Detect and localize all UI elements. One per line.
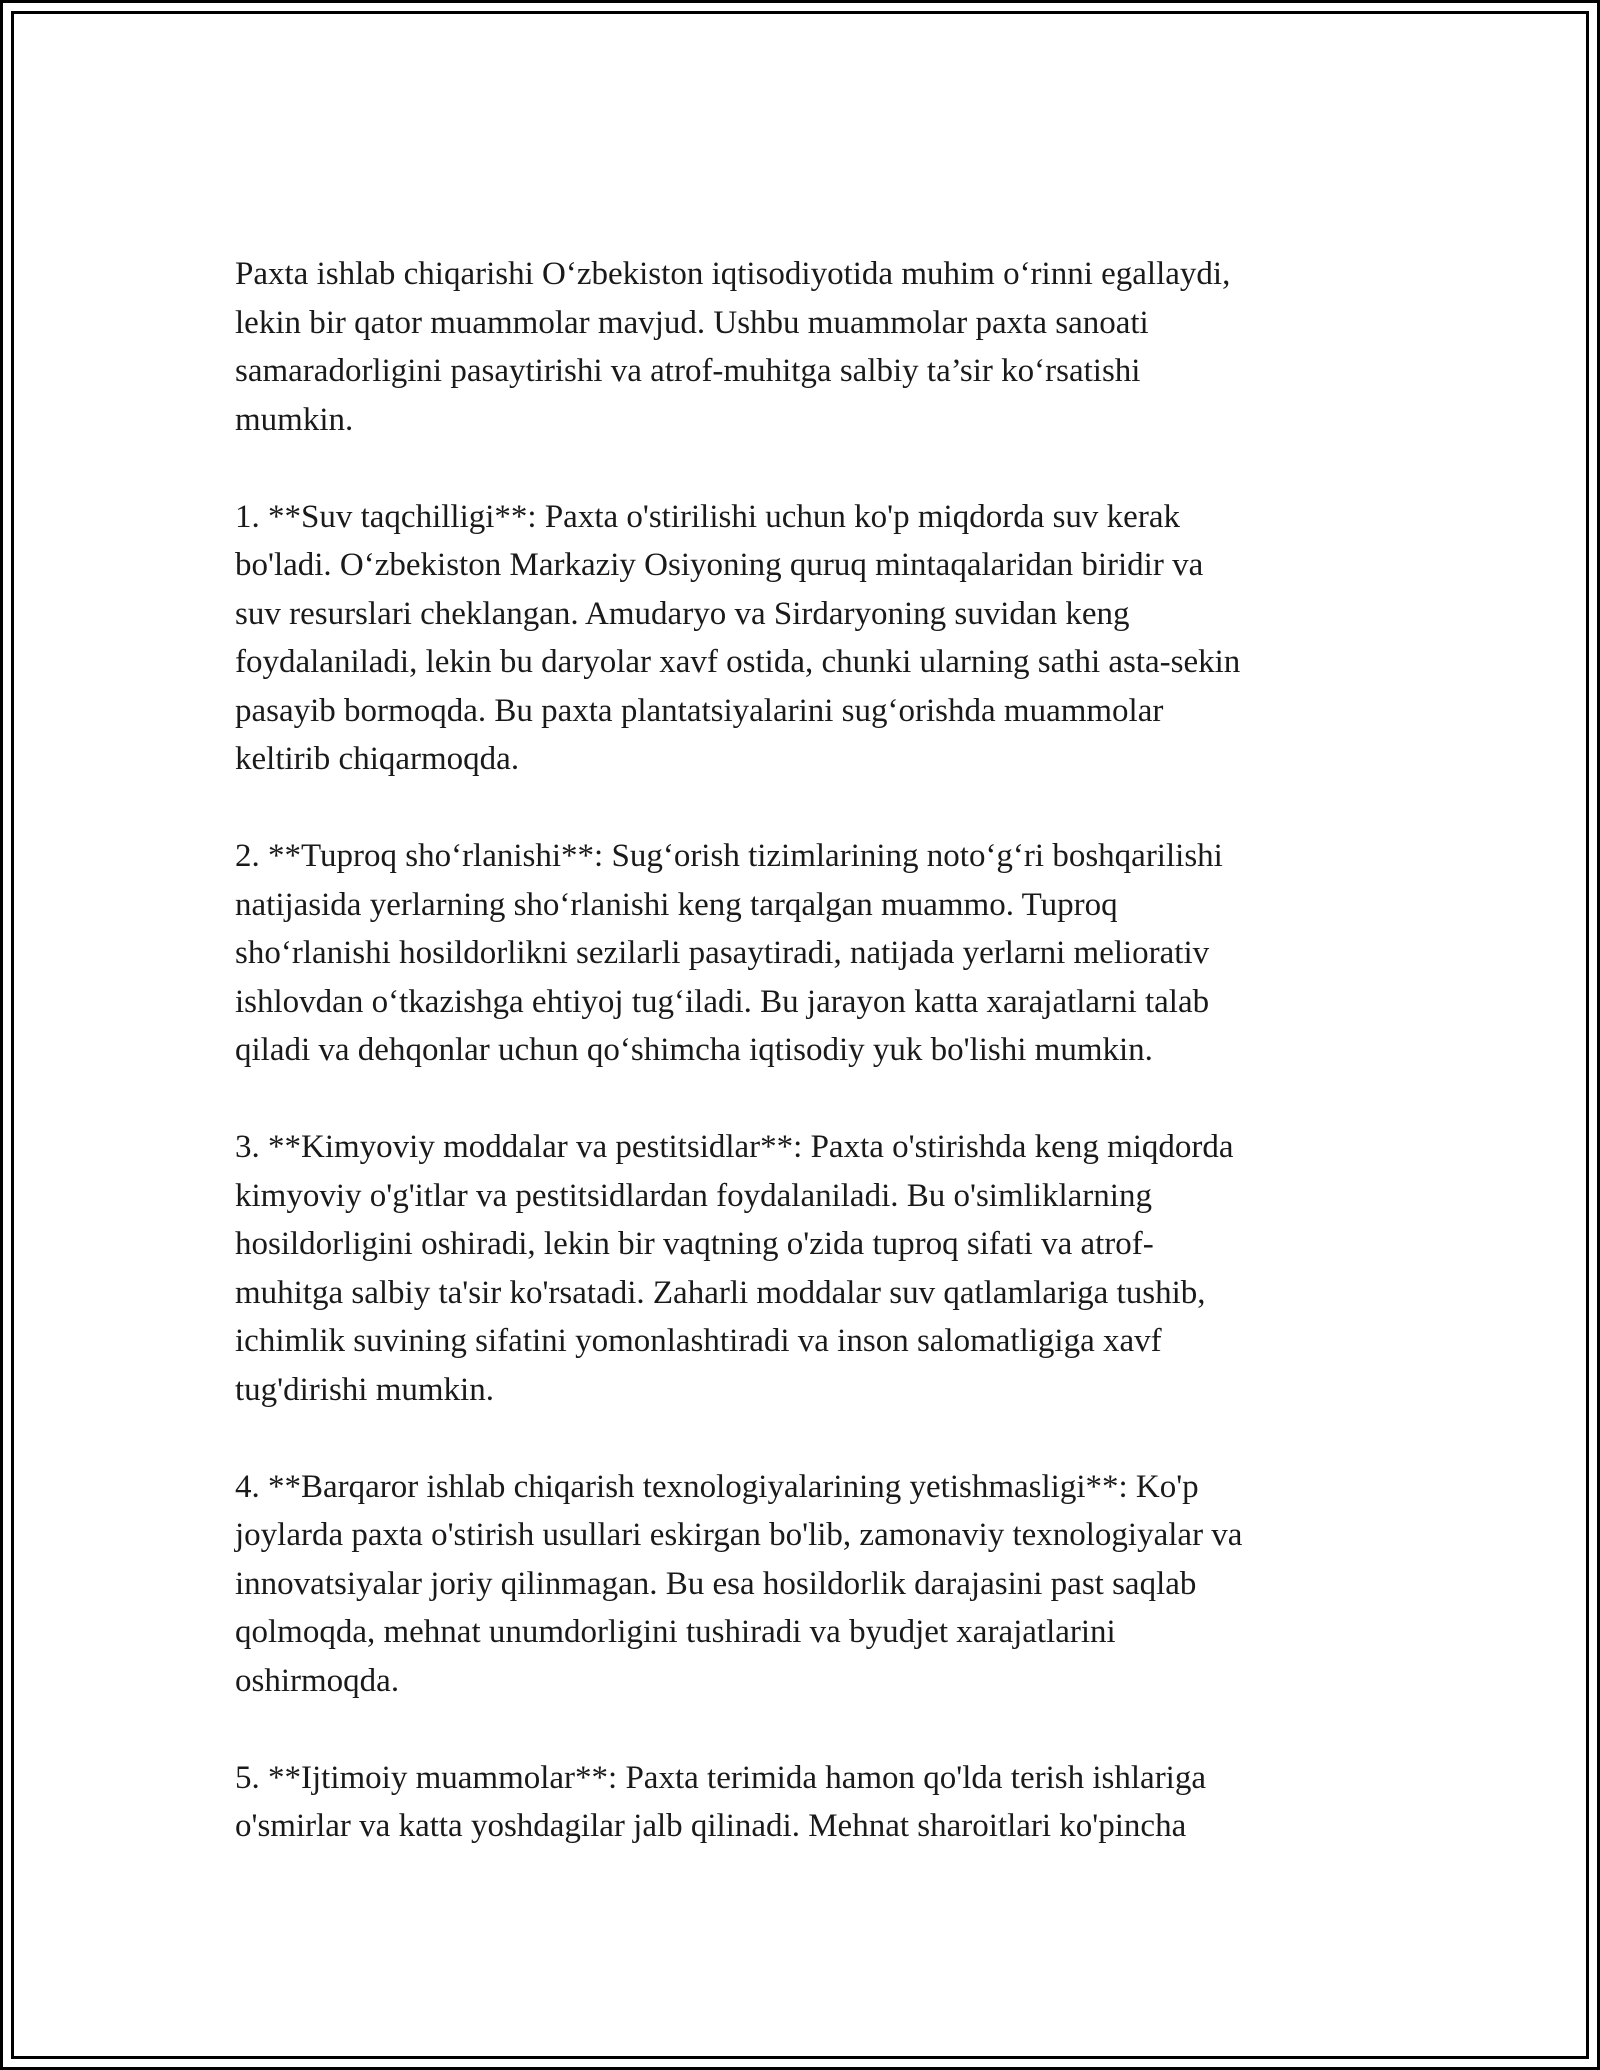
- text-line: 3. **Kimyoviy moddalar va pestitsidlar**: Paxta o'stirishda keng miqdorda: [235, 1129, 1234, 1165]
- document-body: [235, 250, 1375, 1899]
- text-line: oshirmoqda.: [235, 1662, 400, 1699]
- text-line: keltirib chiqarmoqda.: [235, 741, 520, 777]
- text-line: qiladi va dehqonlar uchun qo‘shimcha iqtisodiy yuk bo'lishi mumkin.: [235, 1032, 1153, 1068]
- text-line: sho‘rlanishi hosildorlikni sezilarli pasaytiradi, natijada yerlarni meliorativ: [235, 935, 1210, 971]
- text-line: 4. **Barqaror ishlab chiqarish texnologiyalarining yetishmasligi**: Ko'p: [235, 1468, 1199, 1505]
- text-line: natijasida yerlarning sho‘rlanishi keng tarqalgan muammo. Tuproq: [235, 886, 1118, 923]
- text-line: 2. **Tuproq sho‘rlanishi**: Sug‘orish tizimlarining noto‘g‘ri boshqarilishi: [235, 838, 1223, 874]
- paragraph-social-issues: [235, 1754, 1375, 1851]
- text-line: kimyoviy o'g'itlar va pestitsidlardan foydalaniladi. Bu o'simliklarning: [235, 1177, 1152, 1214]
- text-line: suv resurslari cheklangan. Amudaryo va Sirdaryoning suvidan keng: [235, 595, 1130, 632]
- text-line: mumkin.: [235, 401, 354, 438]
- text-line: muhitga salbiy ta'sir ko'rsatadi. Zaharli moddalar suv qatlamlariga tushib,: [235, 1274, 1206, 1311]
- paragraph-soil-salinization: [235, 832, 1375, 1075]
- text-line: Paxta ishlab chiqarishi O‘zbekiston iqtisodiyotida muhim o‘rinni egallaydi,: [235, 256, 1231, 292]
- text-line: joylarda paxta o'stirish usullari eskirgan bo'lib, zamonaviy texnologiyalar va: [235, 1517, 1243, 1553]
- text-line: lekin bir qator muammolar mavjud. Ushbu muammolar paxta sanoati: [235, 304, 1149, 341]
- text-line: o'smirlar va katta yoshdagilar jalb qilinadi. Mehnat sharoitlari ko'pincha: [235, 1808, 1187, 1844]
- text-line: ichimlik suvining sifatini yomonlashtiradi va inson salomatligiga xavf: [235, 1323, 1162, 1359]
- text-line: hosildorligini oshiradi, lekin bir vaqtning o'zida tuproq sifati va atrof-: [235, 1226, 1154, 1262]
- text-line: ishlovdan o‘tkazishga ehtiyoj tug‘iladi. Bu jarayon katta xarajatlarni talab: [235, 983, 1210, 1020]
- text-line: samaradorligini pasaytirishi va atrof-muhitga salbiy ta’sir ko‘rsatishi: [235, 353, 1141, 389]
- text-line: innovatsiyalar joriy qilinmagan. Bu esa hosildorlik darajasini past saqlab: [235, 1565, 1197, 1602]
- text-line: bo'ladi. O‘zbekiston Markaziy Osiyoning quruq mintaqalaridan biridir va: [235, 547, 1204, 583]
- paragraph-chemicals: [235, 1123, 1375, 1414]
- paragraph-technology: [235, 1463, 1375, 1706]
- text-line: 1. **Suv taqchilligi**: Paxta o'stirilishi uchun ko'p miqdorda suv kerak: [235, 498, 1180, 535]
- text-line: tug'dirishi mumkin.: [235, 1371, 494, 1408]
- text-line: qolmoqda, mehnat unumdorligini tushiradi va byudjet xarajatlarini: [235, 1614, 1116, 1650]
- text-line: pasayib bormoqda. Bu paxta plantatsiyalarini sug‘orishda muammolar: [235, 692, 1164, 729]
- text-line: foydalaniladi, lekin bu daryolar xavf ostida, chunki ularning sathi asta-sekin: [235, 644, 1241, 680]
- paragraph-water-shortage: [235, 493, 1375, 784]
- paragraph-intro: [235, 250, 1375, 444]
- text-line: 5. **Ijtimoiy muammolar**: Paxta terimida hamon qo'lda terish ishlariga: [235, 1759, 1207, 1796]
